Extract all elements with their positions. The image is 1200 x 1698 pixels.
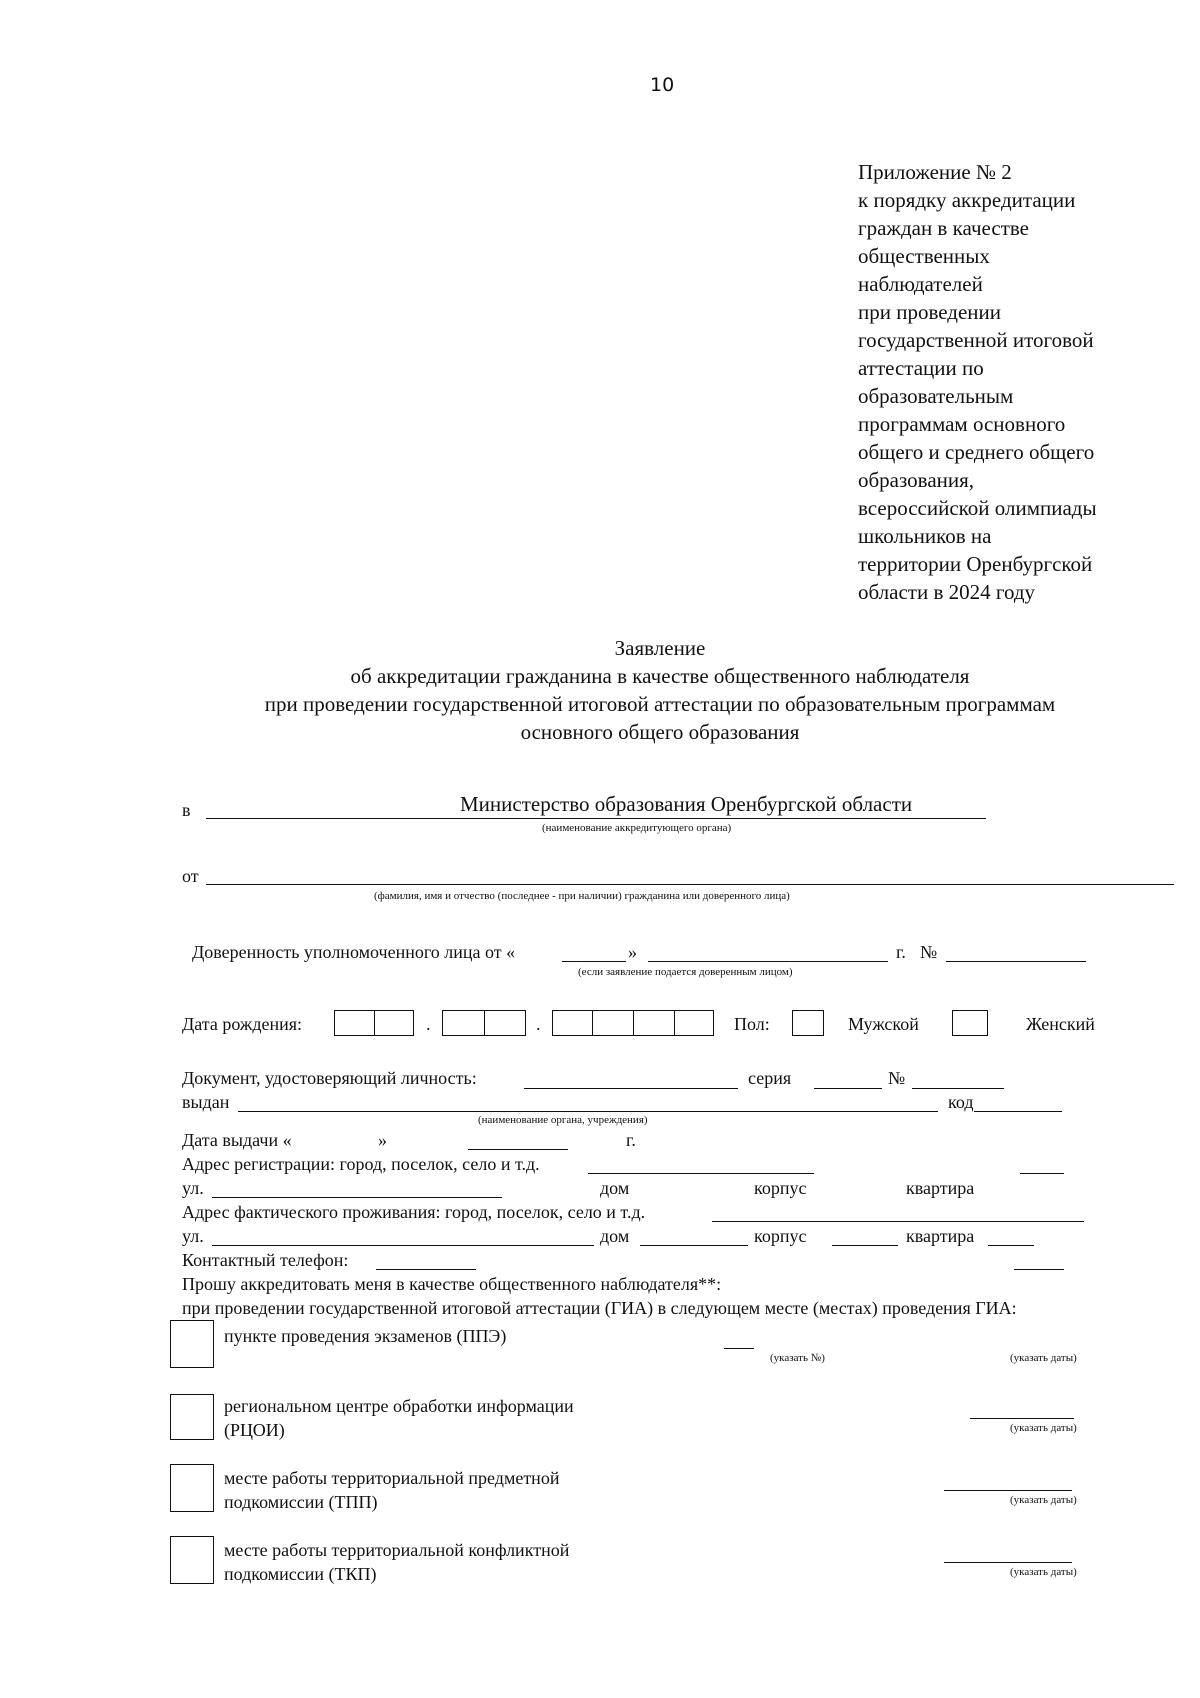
document-heading: Заявление <box>614 636 706 660</box>
poa-quote-close: » <box>628 942 637 962</box>
rcoi-label-line-2: (РЦОИ) <box>224 1420 285 1440</box>
actual-street-input[interactable] <box>212 1245 594 1246</box>
dob-year-divider-1 <box>592 1010 593 1036</box>
to-caption: (наименование аккредитующего органа) <box>542 822 732 834</box>
actual-street-label: ул. <box>182 1226 204 1246</box>
from-input[interactable] <box>206 884 1174 885</box>
actual-building-input[interactable] <box>832 1245 898 1246</box>
poa-label: Доверенность уполномоченного лица от « <box>192 942 516 962</box>
series-label: серия <box>748 1068 792 1088</box>
tkp-checkbox[interactable] <box>170 1536 214 1584</box>
actual-building-label: корпус <box>754 1226 807 1246</box>
tpp-checkbox[interactable] <box>170 1464 214 1512</box>
poa-day-input[interactable] <box>562 961 626 962</box>
appendix-line: государственной итоговой <box>858 328 1094 352</box>
poa-number-label: № <box>920 942 938 962</box>
appendix-line: общественных <box>858 244 990 268</box>
appendix-line: школьников на <box>858 524 992 548</box>
appendix-line: программам основного <box>858 412 1066 436</box>
reg-address-input[interactable] <box>588 1173 814 1174</box>
appendix-line: аттестации по <box>858 356 984 380</box>
series-input[interactable] <box>814 1088 882 1089</box>
issue-year-label: г. <box>626 1130 636 1150</box>
from-caption: (фамилия, имя и отчество (последнее - при наличии) гражданина или доверенного лица) <box>374 890 790 902</box>
appendix-line: общего и среднего общего <box>858 440 1095 464</box>
reg-building-label: корпус <box>754 1178 807 1198</box>
actual-house-input[interactable] <box>640 1245 748 1246</box>
actual-address-label: Адрес фактического проживания: город, поселок, село и т.д. <box>182 1202 646 1222</box>
accrediting-body[interactable]: Министерство образования Оренбургской области <box>460 792 913 816</box>
issuer-caption: (наименование органа, учреждения) <box>478 1114 648 1126</box>
rcoi-dates-input[interactable] <box>970 1418 1074 1419</box>
document-title-line-2: при проведении государственной итоговой аттестации по образовательным программам <box>264 692 1056 716</box>
poa-year-label: г. <box>896 942 906 962</box>
issue-date-close: » <box>378 1130 387 1150</box>
issue-month-input[interactable] <box>468 1149 568 1150</box>
sex-label: Пол: <box>734 1014 770 1034</box>
phone-input-tail[interactable] <box>1014 1269 1064 1270</box>
poa-caption: (если заявление подается доверенным лицом) <box>578 966 793 978</box>
reg-street-input[interactable] <box>212 1197 502 1198</box>
issue-date-label: Дата выдачи « <box>182 1130 292 1150</box>
actual-apartment-label: квартира <box>906 1226 975 1246</box>
doc-number-input[interactable] <box>912 1088 1004 1089</box>
tpp-label-line-2: подкомиссии (ТПП) <box>224 1492 378 1512</box>
dob-dot-1: . <box>426 1014 431 1034</box>
reg-address-tail[interactable] <box>1020 1173 1064 1174</box>
reg-house-label: дом <box>600 1178 630 1198</box>
ppe-label: пункте проведения экзаменов (ППЭ) <box>224 1326 507 1346</box>
dob-year-divider-3 <box>674 1010 675 1036</box>
dob-month-divider <box>484 1010 485 1036</box>
appendix-line: Приложение № 2 <box>858 160 1012 184</box>
appendix-line: территории Оренбургской <box>858 552 1093 576</box>
appendix-line: области в 2024 году <box>858 580 1036 604</box>
appendix-line: образования, <box>858 468 975 492</box>
appendix-line: к порядку аккредитации <box>858 188 1076 212</box>
ppe-number-caption: (указать №) <box>770 1352 825 1364</box>
tkp-dates-input[interactable] <box>944 1562 1072 1563</box>
tkp-dates-caption: (указать даты) <box>1010 1566 1077 1578</box>
tkp-label-line-1: месте работы территориальной конфликтной <box>224 1540 570 1560</box>
actual-apartment-input[interactable] <box>988 1245 1034 1246</box>
document-title-line-1: об аккредитации гражданина в качестве общественного наблюдателя <box>350 664 970 688</box>
issued-by-input[interactable] <box>238 1111 938 1112</box>
poa-number-input[interactable] <box>946 961 1086 962</box>
appendix-line: при проведении <box>858 300 1002 324</box>
code-input[interactable] <box>974 1111 1062 1112</box>
reg-address-label: Адрес регистрации: город, поселок, село и т.д. <box>182 1154 540 1174</box>
issued-by-label: выдан <box>182 1092 230 1112</box>
dob-year-divider-2 <box>633 1010 634 1036</box>
tpp-label-line-1: месте работы территориальной предметной <box>224 1468 560 1488</box>
reg-apartment-label: квартира <box>906 1178 975 1198</box>
dob-label: Дата рождения: <box>182 1014 303 1034</box>
female-checkbox[interactable] <box>952 1010 988 1036</box>
code-label: код <box>948 1092 974 1112</box>
ppe-checkbox[interactable] <box>170 1320 214 1368</box>
appendix-line: наблюдателей <box>858 272 983 296</box>
male-label: Мужской <box>848 1014 919 1034</box>
request-text: Прошу аккредитовать меня в качестве общественного наблюдателя**: <box>182 1274 722 1294</box>
reg-street-label: ул. <box>182 1178 204 1198</box>
appendix-line: всероссийской олимпиады <box>858 496 1097 520</box>
rcoi-dates-caption: (указать даты) <box>1010 1422 1077 1434</box>
rcoi-checkbox[interactable] <box>170 1394 214 1440</box>
tkp-label-line-2: подкомиссии (ТКП) <box>224 1564 377 1584</box>
ppe-number-input[interactable] <box>724 1348 754 1349</box>
rcoi-label-line-1: региональном центре обработки информации <box>224 1396 574 1416</box>
dob-day-divider <box>374 1010 375 1036</box>
dob-dot-2: . <box>536 1014 541 1034</box>
actual-house-label: дом <box>600 1226 630 1246</box>
appendix-line: граждан в качестве <box>858 216 1029 240</box>
to-prefix: в <box>182 800 191 820</box>
phone-input[interactable] <box>376 1269 476 1270</box>
actual-address-input[interactable] <box>712 1221 1084 1222</box>
id-doc-input[interactable] <box>524 1088 738 1089</box>
poa-month-input[interactable] <box>648 961 888 962</box>
ppe-dates-caption: (указать даты) <box>1010 1352 1077 1364</box>
appendix-line: образовательным <box>858 384 1014 408</box>
id-doc-label: Документ, удостоверяющий личность: <box>182 1068 477 1088</box>
doc-number-label: № <box>888 1068 906 1088</box>
document-title-line-3: основного общего образования <box>520 720 800 744</box>
tpp-dates-input[interactable] <box>944 1490 1072 1491</box>
page-number: 10 <box>650 74 675 96</box>
female-label: Женский <box>1026 1014 1095 1034</box>
male-checkbox[interactable] <box>792 1010 824 1036</box>
appendix-block <box>858 158 1097 606</box>
to-underline <box>206 818 986 819</box>
tpp-dates-caption: (указать даты) <box>1010 1494 1077 1506</box>
gia-places-text: при проведении государственной итоговой аттестации (ГИА) в следующем месте (местах) проведения ГИА: <box>182 1298 1017 1318</box>
phone-label: Контактный телефон: <box>182 1250 349 1270</box>
from-prefix: от <box>182 866 199 886</box>
